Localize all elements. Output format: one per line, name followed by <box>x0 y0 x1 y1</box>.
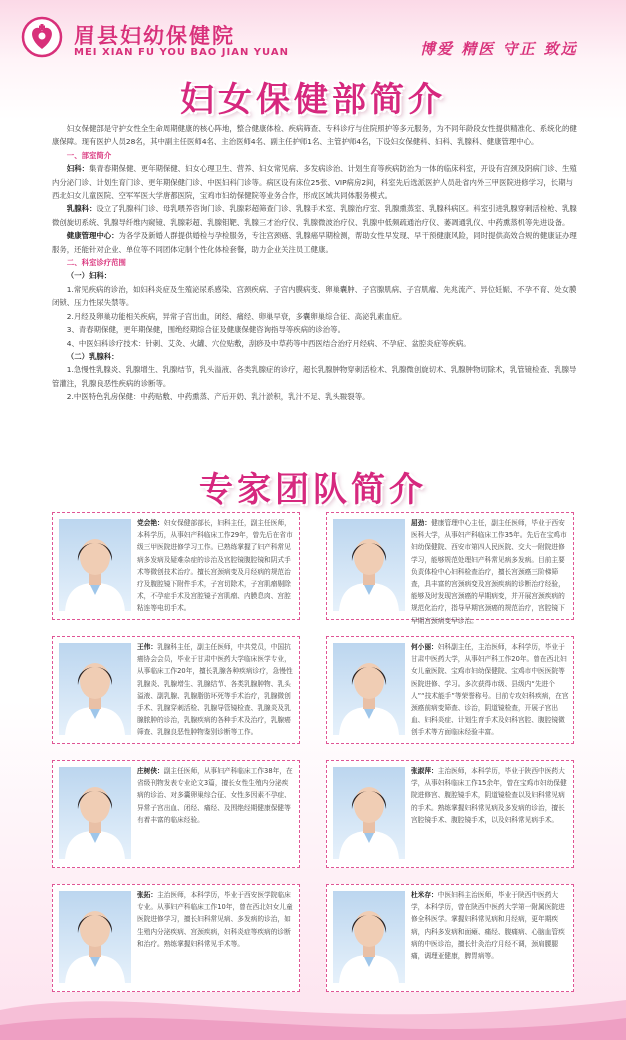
expert-photo <box>333 519 405 611</box>
expert-card <box>326 636 574 744</box>
section-title-womens-health: 妇女保健部简介 <box>180 80 446 120</box>
expert-name: 张淑萍： <box>411 767 438 775</box>
expert-photo <box>333 767 405 859</box>
expert-card <box>52 884 300 992</box>
expert-description: 乳腺科主任，副主任医师，中共党员，中国抗癌协会会员，毕业于甘肃中医药大学临床医学专业，从事临床工作20年，擅长乳腺各种疾病诊疗，急慢性乳腺炎、乳腺增生、乳腺结节、各类乳腺肿物、乳头溢液、副乳腺、乳腺脂肪坏死等手术治疗，乳腺微创手术、乳腺穿刺活检、乳腺导管镜检查、乳腺炎及乳腺脓肿的诊治，乳腺疾病的各种手术及治疗，乳腺癌筛查、乳腺良恶性肿物鉴别诊断等工作。 <box>137 643 293 737</box>
gyn-label: 妇科： <box>66 164 89 174</box>
breast-label: 乳腺科： <box>66 204 97 214</box>
expert-description: 副主任医师，从事妇产科临床工作38年，在省级刊物发表专业论文3篇，擅长女性生殖内分泌疾病的诊治、对多囊卵巢综合征、女性多因素不孕症、异常子宫出血、闭经、痛经、及围绝经期健康保健等有着丰富的临床经验。 <box>137 767 293 824</box>
intro-paragraph: 妇女保健部是守护女性全生命周期健康的核心阵地，整合健康体检、疾病筛查、专科诊疗与住院照护等多元服务，为不同年龄段女性提供精准化、系统化的健康保障。现有医护人员28名，其中副主任医师4名、主治医师4名、副主任护师1名、主管护师4名，下设妇女保健科、妇科、乳腺科、健康管理中心。 <box>52 124 577 147</box>
dept-heading: 一、部室简介 <box>66 150 112 160</box>
expert-description: 中医妇科主治医师，毕业于陕西中医药大学，本科学历，曾在陕西中医药大学第一附属医院进修全科医学。掌握妇科常见病和月经病，更年期疾病，内科多发病和面瘫、痛经、腹痛病、心脑血管疾病的中医诊治，擅长针灸治疗月经不调，颈肩腰腿痛，调理亚健康，脾胃病等。 <box>411 891 565 961</box>
expert-card <box>326 760 574 868</box>
hospital-name: 眉县妇幼保健院 <box>74 24 235 48</box>
expert-photo <box>59 643 131 735</box>
hospital-pinyin: MEI XIAN FU YOU BAO JIAN YUAN <box>74 47 289 58</box>
expert-photo <box>333 643 405 735</box>
gyn-paragraph <box>52 162 580 202</box>
expert-bio <box>137 517 295 615</box>
hmc-paragraph <box>52 229 580 256</box>
expert-card <box>52 760 300 868</box>
expert-description: 健康管理中心主任，副主任医师，毕业于西安医科大学，从事妇产科临床工作35年。先后在宝鸡市妇幼保健院、西安市第四人民医院、交大一附院进修学习，能够规范处理妇产科常见病多发病。目前主要负责体检中心妇科检查治疗，擅长宫颈癌三阶梯筛查，具丰富的宫颈病变及宫颈疾病的诊断治疗经验，能够及时发现宫颈癌的早期病变，并开展宫颈疾病的规范化治疗，指导早期宫颈癌的规范治疗，宫腔镜下早期宫颈病变早诊治。 <box>411 519 567 625</box>
expert-description: 主治医师，本科学历，毕业于西安医学院临床专业。从事妇产科临床工作10年，曾在西北妇女儿童医院进修学习，擅长妇科常见病、多发病的诊治，如生殖内分泌疾病、宫颈疾病，妇科炎症等疾病的诊断和治疗。熟练掌握妇科常见手术等。 <box>137 891 293 948</box>
expert-name: 屈劲： <box>411 519 432 527</box>
department-intro <box>52 122 580 404</box>
gyn-scope-item: 4、中医妇科诊疗技术：针刺、艾灸、火罐、穴位贴敷，刮痧及中草药等中西医结合治疗月经病、不孕症、盆腔炎症等疾病。 <box>66 338 471 348</box>
breast-scope-item: 2.中医特色乳房保健：中药贴敷、中药熏蒸、产后开奶、乳汁淤积，乳汁不足、乳头皲裂等。 <box>66 392 370 402</box>
hospital-slogan: 博爱 精医 守正 致远 <box>420 40 578 58</box>
expert-bio <box>411 765 569 863</box>
expert-photo <box>59 891 131 983</box>
breast-text: 设立了乳腺科门诊、母乳喂养咨询门诊、乳腺彩超筛查门诊、乳腺手术室、乳腺治疗室、乳腺熏蒸室、乳腺科病区。科室引进乳腺穿刺活检枪、乳腺微创旋切系统、乳腺导纤维内窥镜、乳腺彩超、乳腺钼靶、乳腺三才治疗仪、乳腺微波治疗仪、乳腺中低频疏通治疗仪、萎凋通乳仪、中药熏蒸机等先进设备。 <box>52 204 577 227</box>
breast-scope-item: 1.急慢性乳腺炎、乳腺增生、乳腺结节，乳头溢液、各类乳腺症的诊疗，超长乳腺肿物穿刺活检术、乳腺微创旋切术、乳腺肿物切除术，乳管镜检查、乳腺导管灌注，乳腺良恶性疾病的诊断等。 <box>52 365 577 388</box>
gyn-text: 集青春期保健、更年期保健、妇女心理卫生、营养、妇女常见病、多发病诊治、计划生育等疾病防治为一体的临床科室，开设有宫颈及阴病门诊、生殖内分泌门诊、计划生育门诊、更年期保健门诊、中医妇科门诊等。病区设有床位25张、VIP病房2间，科室先后选派医护人员赴省内外三甲医院进修学习，长期与西北妇女儿童医院、空军军医大学唐都医院，宝鸡市妇幼保健院等业务合作，形成区域共同体服务模式。 <box>52 164 577 201</box>
hmc-text: 为各学及新婚人群提供婚检与孕检服务，专注宫颈癌、乳腺癌早期检测，帮助女性早发现、早干预健康风险，同时提供高效合规的健康证办理服务，还能针对企业、单位等不同团体定制个性化体检套餐，助力企业关注员工健康。 <box>52 231 577 254</box>
expert-description: 妇科副主任，主治医师，本科学历，毕业于甘肃中医药大学，从事妇产科工作20年。曾在西北妇女儿童医院、宝鸡市妇幼保健院、宝鸡市中医医院等医院进修、学习。多次获得市级、县级内“先进个人”“技术能手”等荣誉称号。目前专攻妇科疾病，在宫颈癌前病变筛查、诊治，阴道镜检查，开展子宫出血、妇科炎症、计划生育手术及妇科宫腔、腹腔镜微创手术等方面临床经验丰富。 <box>411 643 569 737</box>
scope-heading: 二、科室诊疗范围 <box>66 258 126 268</box>
gyn-scope-item: 1.常见疾病的诊治，如妇科炎症及生殖泌尿系感染、宫颈疾病、子宫内膜病变、卵巢囊肿、子宫腺肌病、子宫肌瘤、先兆流产、异位妊娠、不孕不育、处女膜闭锁、压力性尿失禁等。 <box>52 284 577 308</box>
gyn-scope-item: 3、青春期保健，更年期保健，围绝经期综合征及健康保健咨询指导等疾病的诊治等。 <box>66 325 345 335</box>
expert-bio <box>411 517 569 625</box>
expert-description: 主治医师，本科学历，毕业于陕西中医药大学，从事妇科临床工作15余年，曾在宝鸡市妇幼保健院进修宫、腹腔镜手术，阴道镜检查以及妇科常见病的手术。熟练掌握妇科常见病及多发病的诊治，擅长宫腔镜手术、腹腔镜手术，以及妇科常见病手术。 <box>411 767 567 824</box>
expert-name: 杜米存： <box>411 891 438 899</box>
expert-name: 何小丽： <box>411 643 438 651</box>
expert-bio <box>137 889 295 987</box>
expert-name: 党会艳： <box>137 519 164 527</box>
breast-scope-heading: （二）乳腺科： <box>66 351 119 361</box>
expert-card <box>52 636 300 744</box>
expert-photo <box>59 767 131 859</box>
expert-bio <box>137 641 295 739</box>
expert-bio <box>411 889 569 987</box>
expert-card <box>326 512 574 625</box>
expert-description: 妇女保健部部长，妇科主任，副主任医师，本科学历，从事妇产科临床工作29年，曾先后在省市级三甲医院进修学习工作。已熟练掌握了妇产科常见病多发病及疑难杂症的诊治及宫腔镜腹腔镜和阴式手术等微创技术治疗。擅长宫颈病变及月经病的规范治疗及腹腔镜下附件手术，子宫切除术，子宫肌瘤剔除术，不孕症手术及宫腔镜子宫肌瘤、内膜息肉、宫腔粘连等电切手术。 <box>137 519 293 613</box>
expert-name: 王伟： <box>137 643 158 651</box>
header <box>0 0 626 64</box>
hospital-logo-icon <box>20 16 64 58</box>
expert-bio <box>137 765 295 863</box>
expert-name: 张拓： <box>137 891 158 899</box>
gyn-scope-heading: （一）妇科： <box>66 271 112 281</box>
expert-photo <box>59 519 131 611</box>
expert-bio <box>411 641 569 739</box>
section-title-expert-team: 专家团队简介 <box>199 470 427 510</box>
expert-card <box>52 512 300 620</box>
hmc-label: 健康管理中心： <box>66 231 119 241</box>
expert-name: 庄树侠： <box>137 767 164 775</box>
expert-card <box>326 884 574 992</box>
gyn-scope-item: 2.月经及卵巢功能相关疾病，异常子宫出血，闭经、痛经、卵巢早衰，多囊卵巢综合征、高泌乳素血症。 <box>66 311 407 321</box>
breast-paragraph <box>52 202 580 229</box>
expert-photo <box>333 891 405 983</box>
